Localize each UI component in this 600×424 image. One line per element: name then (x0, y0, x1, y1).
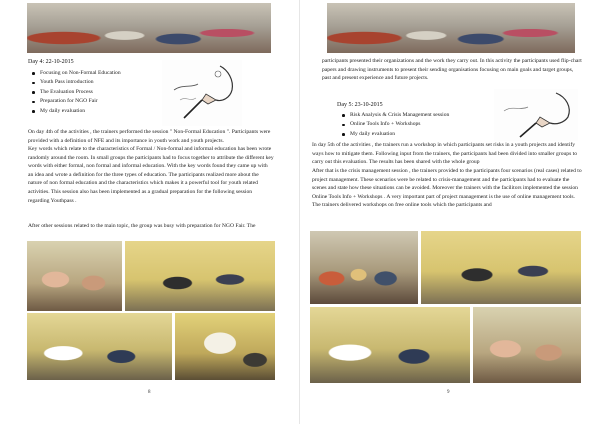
page-number: 9 (447, 390, 450, 395)
day-5-agenda-list (340, 111, 449, 139)
activity-photo (27, 313, 172, 380)
day-4-paragraph-3: After other sessions related to the main topic, the group was busy with preparation for NGO Fair. The (28, 223, 256, 229)
day-5-paragraph-1: In day 5th of the activities , the trainers run a workshop in which participants set risks in a youth projects and identify ways how to mitigate them. Following input from the trainers, the participants had been divided into smaller groups to carry out this evaluation. The results has been shared with the whole group (312, 142, 578, 166)
day-5-heading: Day 5: 23-10-2015 (337, 102, 383, 108)
list-item: Risk Analysis & Crisis Management session (340, 111, 449, 120)
list-item: Preparation for NGO Fair (30, 97, 121, 106)
activity-photo (421, 231, 581, 304)
day-4-agenda-list (30, 69, 121, 116)
banner-photo (327, 3, 575, 53)
activity-photo (310, 307, 470, 383)
list-item: My daily evaluation (30, 107, 121, 116)
right-page (300, 0, 600, 424)
list-item: My daily evaluation (340, 130, 449, 139)
page-number: 8 (148, 390, 151, 395)
day-4-paragraph-1: On day 4th of the activities , the trainers performed the session " Non-Formal Education ". Participants were provided with a definition of NFE and its importance in youth work and youth projects. (28, 129, 271, 144)
activity-photo (473, 307, 581, 383)
ngo-fair-paragraph: participants presented their organizations and the work they carry out. In this activity the participants used flip-chart papers and drawing instruments to present their sending organisations focusing on main goals and target groups, past and present experience and future projects. (322, 58, 582, 82)
list-item: Online Tools Info + Workshops (340, 120, 449, 129)
hand-drawing-illustration (162, 60, 242, 126)
activity-photo (125, 241, 275, 311)
day-4-paragraph-2: Key words which relate to the characteristics of Formal / Non-formal and informal education has been wrote randomly around the room. In small groups the participants had to focus together to attribute the different key words with either formal, non formal and informal education. With the key words found they came up with an idea and wrote a definition for the three types of education. The participants realized more about the nature of non formal education and the characteristics which makes it a powerful tool for youth related activities. This session also has been implemented as a gradual preparation for the following session regarding Youthpass . (28, 146, 274, 204)
activity-photo (175, 313, 275, 380)
activity-photo (310, 231, 418, 304)
list-item: Focusing on Non-Formal Education (30, 69, 121, 78)
day-4-heading: Day 4: 22-10-2015 (28, 59, 74, 65)
list-item: The Evaluation Process (30, 88, 121, 97)
day-5-paragraph-2: After that is the crisis management session , the trainers provided to the participants four scenarios (real cases) related to project management. These scenarios were be related to crisis-management and the participants had to evaluate the scenes and state how these situations can be avoided. Moreover the trainers with the facilitors implemented the session Online Tools Info + Workshops . A very important part of project management is the use of online management tools. The trainers delivered workshops on free online tools which the participants and (312, 168, 582, 209)
banner-photo (27, 3, 271, 53)
list-item: Youth Pass introduction (30, 78, 121, 87)
hand-drawing-illustration (494, 89, 578, 141)
activity-photo (27, 241, 122, 311)
